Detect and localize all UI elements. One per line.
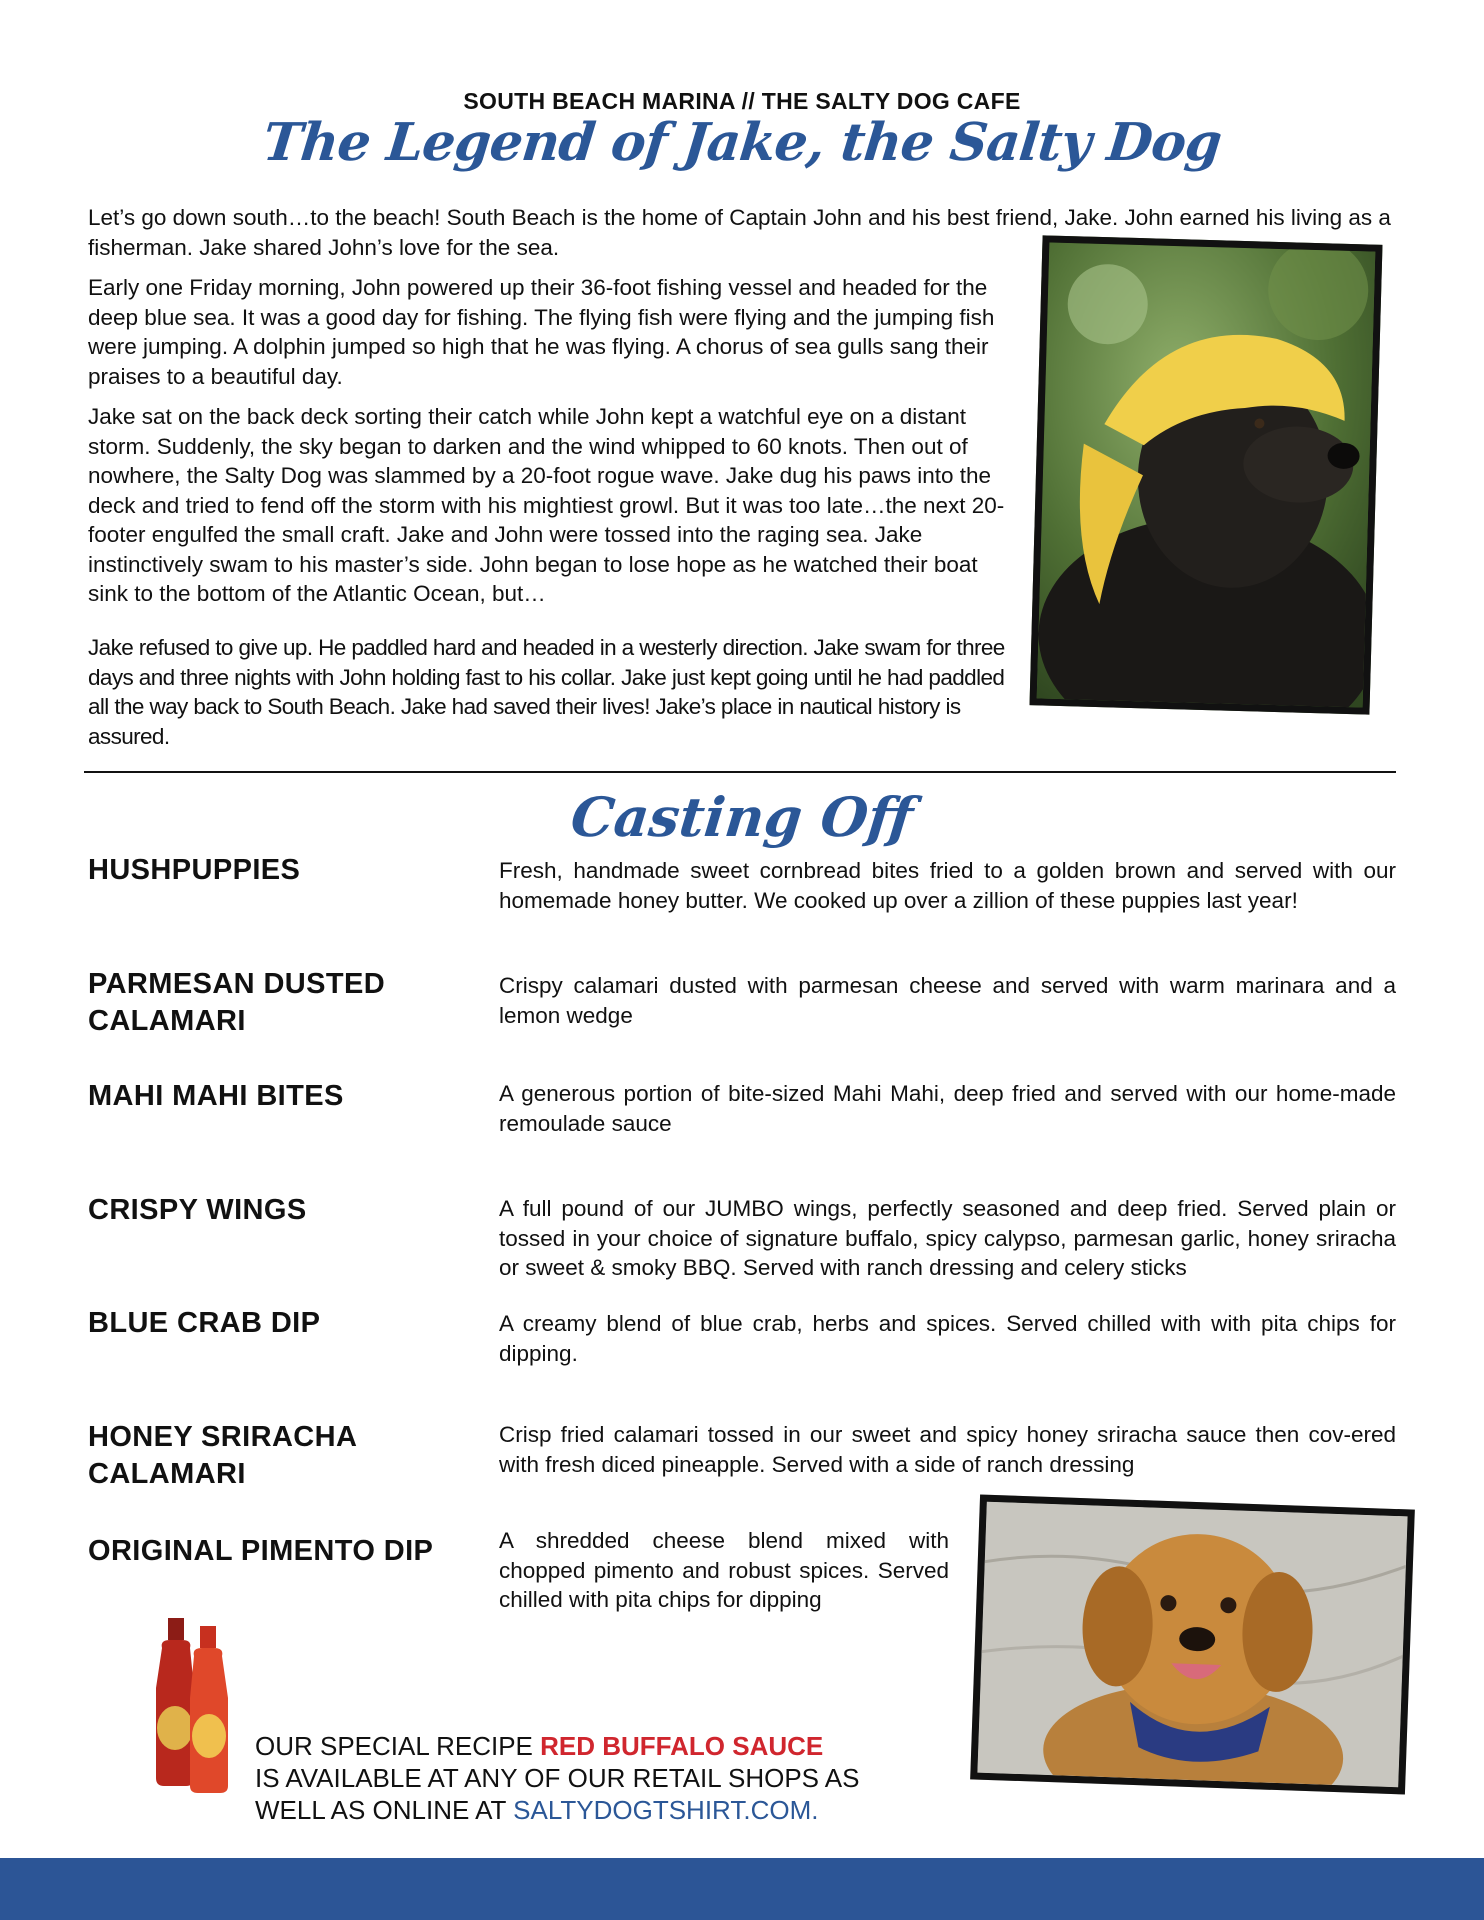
story-paragraph-3: Jake sat on the back deck sorting their catch while John kept a watchful eye on a distant storm. Suddenly, the sky began to darken and the wind whipped to 60 knots. Then out of nowhere, the Salty Dog was slammed by a 20-foot rogue wave. Jake dug his paws into the deck and tried to fend off the storm with his mightiest growl. But it was too late…the next 20-footer engulfed the small craft. Jake and John were tossed into the raging sea. Jake instinctively swam to his master’s side. John began to lose hope as he watched their boat sink to the bottom of the Atlantic Ocean, but… xyxy=(88,404,1005,606)
menu-item-description-blue-crab-dip: A creamy blend of blue crab, herbs and spices. Served chilled with with pita chips for dipping. xyxy=(499,1311,1396,1366)
menu-item-name-honey-sriracha-calamari: HONEY SRIRACHA CALAMARI xyxy=(88,1421,357,1490)
story-paragraph-2: Early one Friday morning, John powered up their 36-foot fishing vessel and headed for the deep blue sea. It was a good day for fishing. The flying fish were flying and the jumping fish were jumping. A dolphin jumped so high that he was flying. A chorus of sea gulls sang their praises to a beautiful day. xyxy=(88,275,995,389)
promo-line-2: IS AVAILABLE AT ANY OF OUR RETAIL SHOPS AS xyxy=(255,1763,860,1793)
menu-item-description-honey-sriracha-calamari: Crisp fried calamari tossed in our sweet and spicy honey sriracha sauce then cov-ered with fresh diced pineapple. Served with a side of ranch dressing xyxy=(499,1422,1396,1477)
hot-sauce-bottles-image xyxy=(150,1618,245,1793)
jake-dog-illustration xyxy=(1037,243,1380,712)
golden-retriever-photo xyxy=(970,1494,1415,1794)
menu-item-description-parmesan-calamari: Crispy calamari dusted with parmesan cheese and served with warm marinara and a lemon wedge xyxy=(499,973,1396,1028)
promo-line-3: WELL AS ONLINE AT SALTYDOGTSHIRT.COM. xyxy=(255,1795,819,1825)
promo-line-1: OUR SPECIAL RECIPE RED BUFFALO SAUCE xyxy=(255,1731,824,1761)
menu-item-description-pimento-dip: A shredded cheese blend mixed with chopped pimento and robust spices. Served chilled with pita chips for dipping xyxy=(499,1528,949,1612)
story-paragraph-1: Let’s go down south…to the beach! South Beach is the home of Captain John and his best friend, Jake. John earned his living as a fisherman. Jake shared John’s love for the sea. xyxy=(88,205,1391,260)
section-divider xyxy=(84,771,1396,773)
menu-item-name-crispy-wings: CRISPY WINGS xyxy=(88,1194,307,1226)
menu-item-description-crispy-wings: A full pound of our JUMBO wings, perfectly seasoned and deep fried. Served plain or tossed in your choice of signature buffalo, spicy calypso, parmesan garlic, honey sriracha or sweet & smoky BBQ. Served with ranch dressing and celery sticks xyxy=(499,1196,1396,1280)
menu-item-name-hushpuppies: HUSHPUPPIES xyxy=(88,854,301,886)
menu-item-name-blue-crab-dip: BLUE CRAB DIP xyxy=(88,1307,321,1339)
page-title: The Legend of Jake, the Salty Dog xyxy=(260,112,1224,173)
menu-item-name-pimento-dip: ORIGINAL PIMENTO DIP xyxy=(88,1535,434,1567)
menu-item-name-parmesan-calamari: PARMESAN DUSTED CALAMARI xyxy=(88,968,386,1037)
footer-bar xyxy=(0,1858,1484,1920)
menu-section-title: Casting Off xyxy=(567,785,917,849)
menu-item-description-mahi-mahi: A generous portion of bite-sized Mahi Mahi, deep fried and served with our home-made remoulade sauce xyxy=(499,1081,1396,1136)
hot-sauce-promo xyxy=(255,1730,860,1826)
golden-retriever-illustration xyxy=(977,1502,1407,1788)
hot-sauce-bottles-illustration xyxy=(150,1618,245,1793)
menu-item-name-mahi-mahi: MAHI MAHI BITES xyxy=(88,1080,344,1112)
restaurant-location-header: SOUTH BEACH MARINA // THE SALTY DOG CAFE xyxy=(463,88,1021,114)
website-link[interactable]: SALTYDOGTSHIRT.COM. xyxy=(513,1795,819,1825)
jake-dog-photo xyxy=(1030,235,1383,714)
story-paragraph-4: Jake refused to give up. He paddled hard and headed in a westerly direction. Jake swam for three days and three nights with John holding fast to his collar. Jake just kept going until he had paddled all the way back to South Beach. Jake had saved their lives! Jake’s place in nautical history is assured. xyxy=(88,635,1005,749)
red-buffalo-sauce-highlight: RED BUFFALO SAUCE xyxy=(540,1731,824,1761)
menu-item-description-hushpuppies: Fresh, handmade sweet cornbread bites fried to a golden brown and served with our homemade honey butter. We cooked up over a zillion of these puppies last year! xyxy=(499,858,1396,913)
